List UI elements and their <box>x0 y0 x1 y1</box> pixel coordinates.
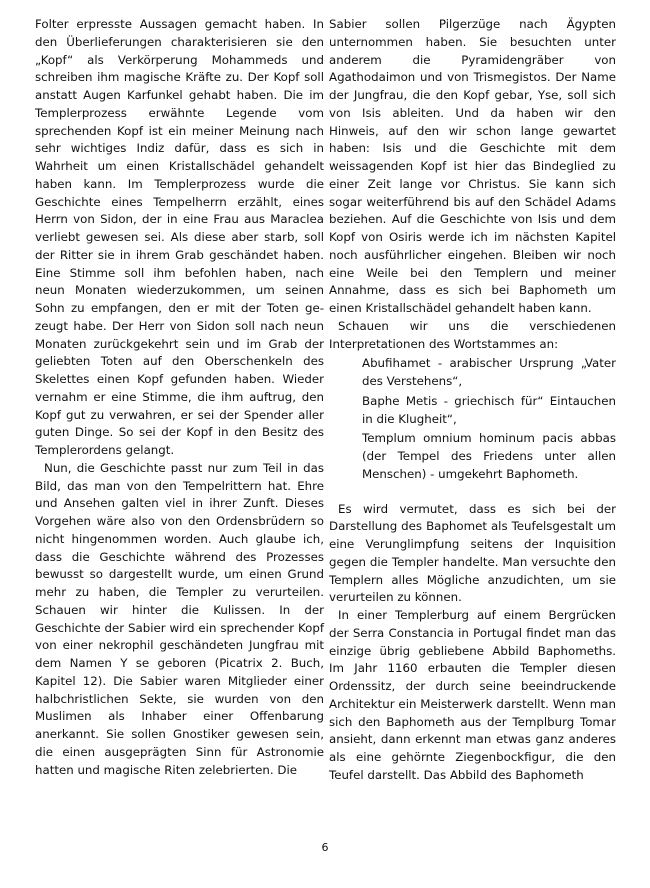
paragraph: Nun, die Geschichte passt nur zum Teil in das Bild, das man von den Tempelrittern hat. Ehre und Ansehen galten viel in ihrer Zunft. Dieses Vorgehen wäre also von den Ordensbrüdern so nicht hingenommen worden. Auch glaube ich, dass die Geschichte während des Prozesses bewusst so dargestellt wurde, um einen Grund mehr zu haben, die Templer zu verurteilen. Schauen wir hinter die Kulissen. In der Geschichte der Sabier wird ein sprechender Kopf von einer nekrophil geschändeten Jungfrau mit dem Namen Y se geboren (Picatrix 2. Buch, Kapitel 12). Die Sabier waren Mitglieder einer halbchristlichen Sekte, sie wurden von den Muslimen als Inhaber einer Offenbarung anerkannt. Sie sollen Gnostiker gewesen sein, die einen ausgeprägten Sinn für Astronomie hatten und magische Riten zelebrierten. Die <box>35 460 324 777</box>
page-number: 6 <box>321 841 329 854</box>
interpretation-list <box>362 355 616 483</box>
left-column <box>35 16 324 779</box>
paragraph: Folter erpresste Aussagen gemacht haben. In den Überlieferungen charakterisieren sie den „Kopf“ als Verkörperung Mohammeds und schreiben ihm magische Kräfte zu. Der Kopf soll anstatt Augen Karfunkel gehabt haben. Die im Templerprozess erwähnte Legende vom sprechenden Kopf ist ein meiner Meinung nach sehr wichtiges Indiz dafür, dass es sich in Wahrheit um einen Kristallschädel gehandelt haben kann. Im Templerprozess wurde die Geschichte eines Tempelherrn erzählt, eines Herrn von Sidon, der in eine Frau aus Maraclea verliebt gewesen sei. Als diese aber starb, soll der Ritter sie in ihrem Grab geschändet haben. Eine Stimme soll ihm befohlen haben, nach neun Monaten wiederzukommen, um seinen Sohn zu empfangen, den er mit der Toten gezeugt habe. Der Herr von Sidon soll nach neun Monaten zurückgekehrt sein und im Grab der geliebten Toten auf den Oberschenkeln des Skelettes einen Kopf gefunden haben. Wieder vernahm er eine Stimme, die ihm auftrug, den Kopf gut zu verwahren, er sei der Spender aller guten Dinge. So sei der Kopf in den Besitz des Templerordens gelangt. <box>35 17 324 457</box>
paragraph: Es wird vermutet, dass es sich bei der Darstellung des Baphomet als Teufelsgestalt um eine Verunglimpfung seitens der Inquisition gegen die Templer handelte. Man versuchte den Templern alles Mögliche anzudichten, um sie verurteilen zu können. <box>329 501 616 605</box>
paragraph: In einer Templerburg auf einem Bergrücken der Serra Constancia in Portugal findet man das einzige übrig gebliebene Abbild Baphomeths. Im Jahr 1160 erbauten die Templer diesen Ordenssitz, der durch seine beeindruckende Architektur ein Meisterwerk darstellt. Wenn man sich den Baphometh aus der Templburg Tomar ansieht, dann erkennt man etwas ganz anderes als eine gehörnte Ziegenbockfigur, die den Teufel darstellt. Das Abbild des Baphometh <box>329 608 616 782</box>
list-item: Abufihamet - arabischer Ursprung „Vater des Verstehens“, <box>362 356 616 388</box>
list-item: Templum omnium hominum pacis abbas (der Tempel des Friedens unter allen Menschen) - umgekehrt Baphometh. <box>362 431 616 481</box>
right-column <box>329 16 616 785</box>
paragraph: Sabier sollen Pilgerzüge nach Ägypten unternommen haben. Sie besuchten unter anderem die Pyramidengräber von Agathodaimon und von Trismegistos. Der Name der Jungfrau, die den Kopf gebar, Yse, soll sich von Isis ableiten. Und da haben wir den Hinweis, auf den wir schon lange gewartet haben: Isis und die Geschichte mit dem weissagenden Kopf ist hier das Bindeglied zu einer Zeit lange vor Christus. Sie kann sich sogar weiterführend bis auf den Schädel Adams beziehen. Auf die Geschichte von Isis und dem Kopf von Osiris werde ich im nächsten Kapitel noch ausführlicher eingehen. Bleiben wir noch eine Weile bei den Templern und meiner Annahme, dass es sich bei Baphometh um einen Kristallschädel gehandelt haben kann. <box>329 17 616 315</box>
list-item: Baphe Metis - griechisch für“ Eintauchen in die Klugheit“, <box>362 393 616 426</box>
paragraph: Schauen wir uns die verschiedenen Interpretationen des Wortstammes an: <box>329 318 616 351</box>
